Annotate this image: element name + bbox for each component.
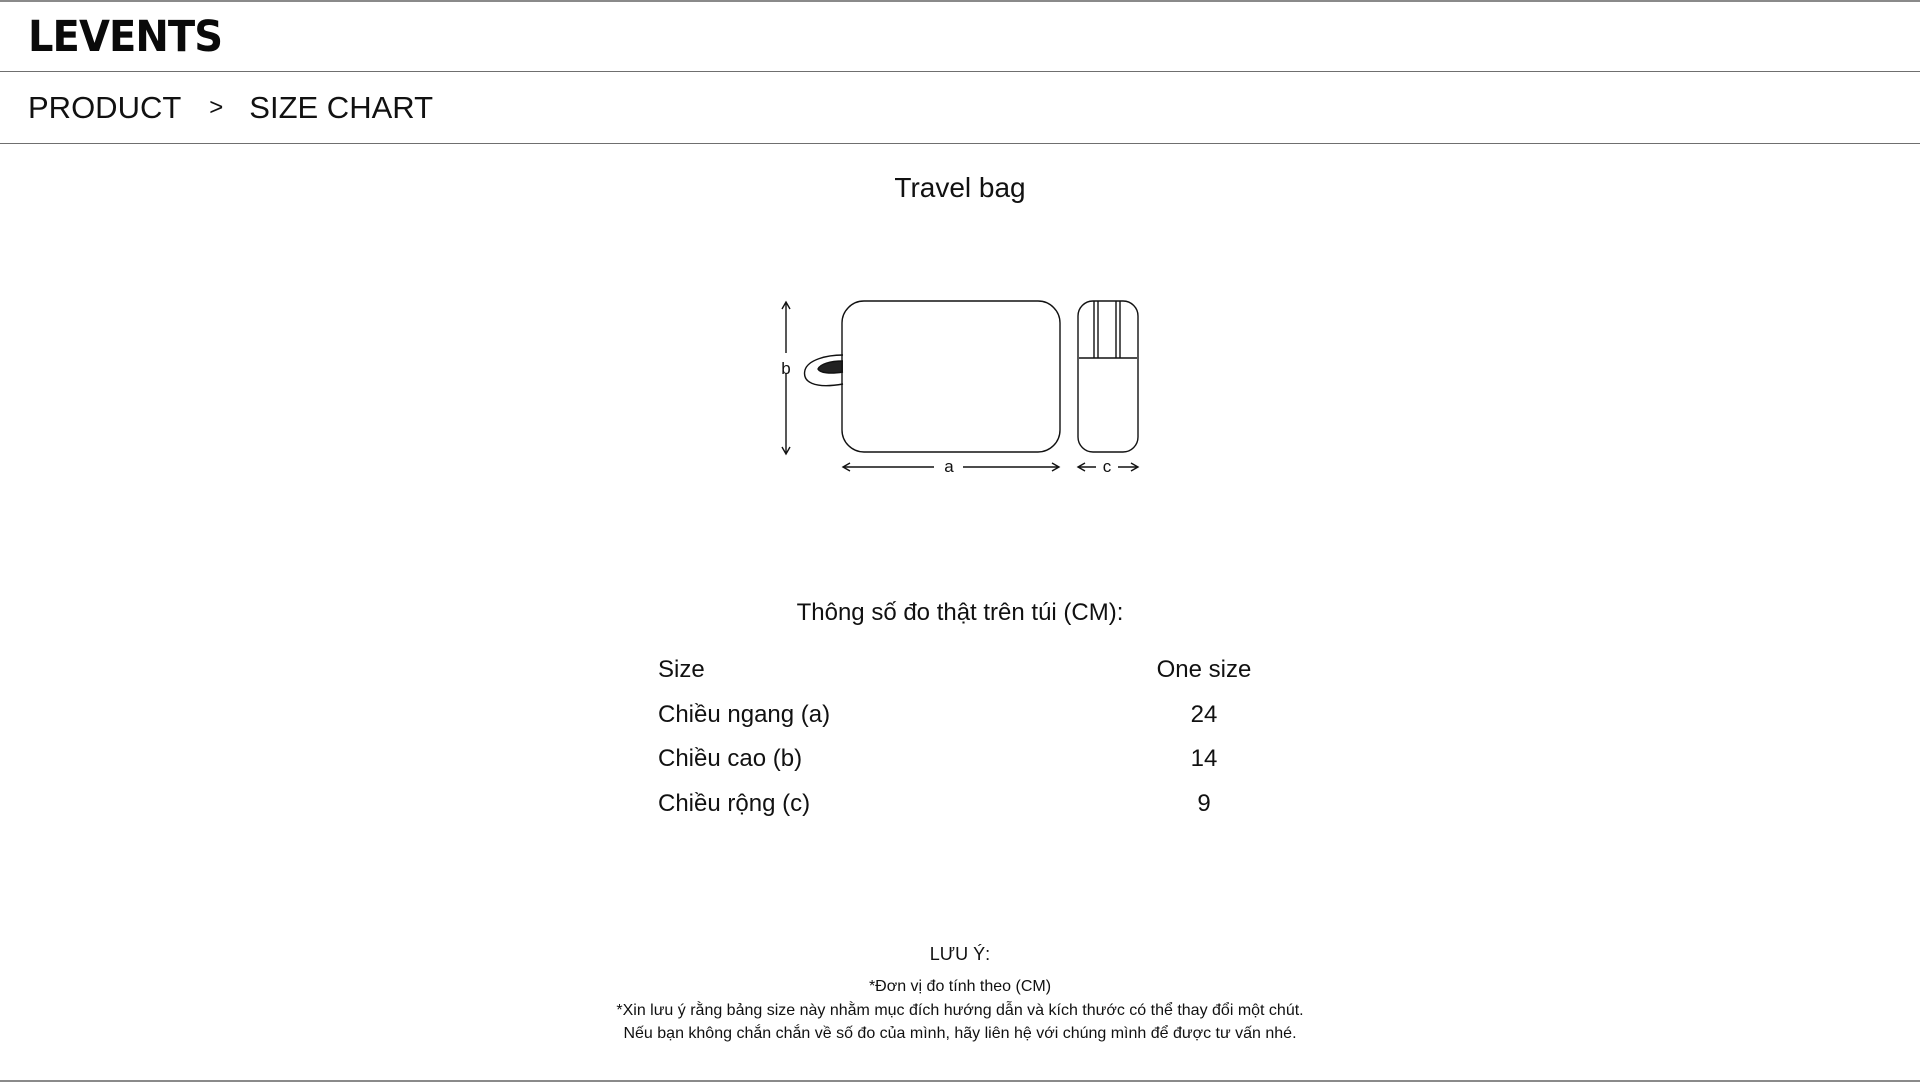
note-line-disclaimer: *Xin lưu ý rằng bảng size này nhằm mục đích hướng dẫn và kích thước có thể thay đổi một chút.	[616, 1002, 1304, 1019]
table-row	[658, 782, 1278, 827]
row-label: Chiều rộng (c)	[658, 789, 811, 817]
breadcrumb-separator: >	[209, 93, 224, 121]
brand-logo[interactable]: LEVENTS	[28, 11, 223, 62]
bag-front-view	[842, 301, 1060, 452]
measurements-title: Thông số đo thật trên túi (CM):	[796, 599, 1124, 626]
product-title: Travel bag	[894, 172, 1026, 203]
row-label: Chiều ngang (a)	[658, 700, 831, 728]
note-line-contact: Nếu bạn không chắn chắn về số đo của mình, hãy liên hệ với chúng mình để được tư vấn nhé.	[623, 1025, 1297, 1042]
row-value: 24	[1190, 700, 1218, 728]
height-label: b	[781, 359, 791, 378]
breadcrumb	[0, 72, 1920, 144]
breadcrumb-item-size-chart: SIZE CHART	[249, 89, 434, 125]
note-title: LƯU Ý:	[929, 944, 991, 964]
row-label: Chiều cao (b)	[658, 745, 803, 773]
header	[0, 2, 1920, 72]
table-row	[658, 737, 1278, 782]
table-header-one-size: One size	[1156, 656, 1252, 684]
bag-side-view	[1078, 301, 1138, 452]
bag-handle-inner	[818, 361, 843, 373]
row-value: 9	[1197, 789, 1211, 817]
table-row	[658, 693, 1278, 738]
note-line-unit: *Đơn vị đo tính theo (CM)	[868, 978, 1052, 995]
width-label: a	[944, 457, 954, 476]
table-header-size: Size	[658, 656, 705, 684]
depth-label: c	[1102, 457, 1112, 476]
row-value: 14	[1190, 745, 1218, 773]
breadcrumb-item-product[interactable]: PRODUCT	[28, 89, 182, 125]
size-table	[658, 648, 1278, 826]
table-header-row	[658, 648, 1278, 693]
bag-dimension-diagram	[760, 292, 1160, 482]
